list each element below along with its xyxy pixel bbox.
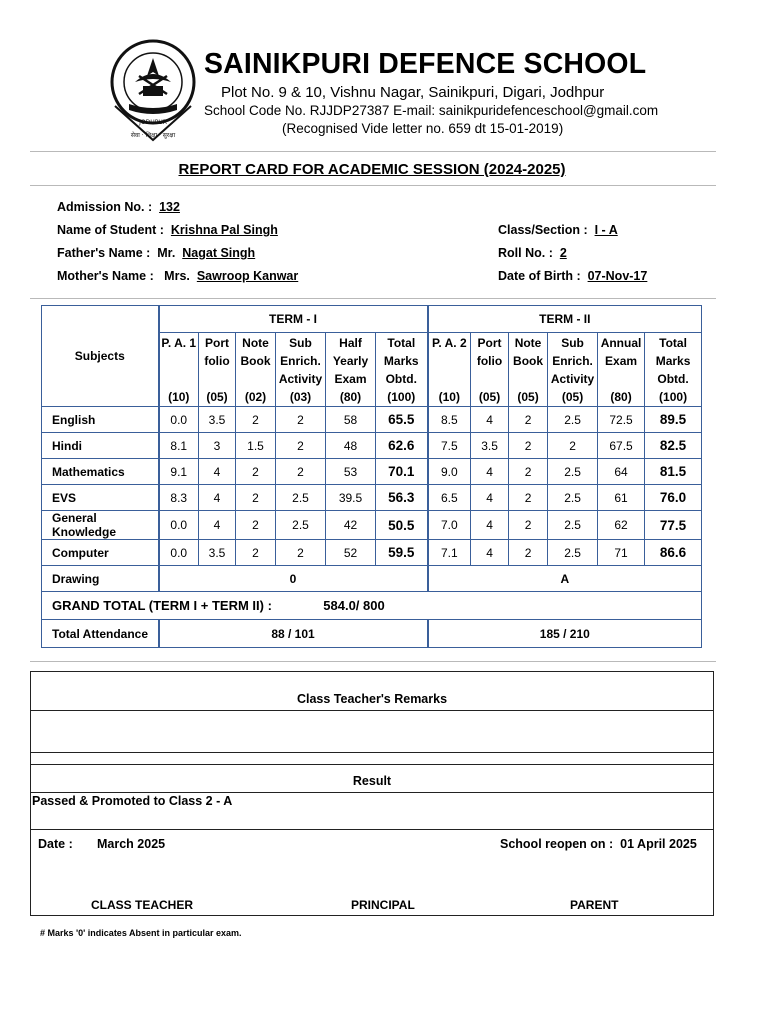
- t1-col-header: [199, 333, 236, 407]
- col-header-line: Total: [387, 336, 416, 350]
- t1-mark: 0.0: [159, 407, 199, 433]
- t1-mark: 2: [276, 433, 326, 459]
- t2-col-header: [428, 333, 471, 407]
- svg-text:JODHPUR: JODHPUR: [139, 119, 167, 126]
- col-header-line: Yearly: [332, 354, 369, 368]
- col-header-line: Obtd.: [657, 372, 689, 386]
- col-header-line: [471, 370, 508, 388]
- t2-mark: 71: [598, 540, 645, 566]
- roll-no: Roll No. : 2: [498, 246, 567, 260]
- t1-mark: 8.1: [159, 433, 199, 459]
- t2-mark: 7.5: [428, 433, 471, 459]
- t2-mark: 2: [548, 433, 598, 459]
- col-header-line: Activity: [278, 372, 323, 386]
- col-header-line: Enrich.: [552, 354, 593, 368]
- remarks-section: [30, 671, 714, 916]
- term1-header: TERM - I: [159, 306, 428, 333]
- col-header-line: Sub: [289, 336, 312, 350]
- t2-mark: 4: [471, 485, 509, 511]
- col-header-line: P. A. 2: [431, 336, 467, 350]
- t2-col-header: [471, 333, 509, 407]
- t1-mark: 48: [326, 433, 376, 459]
- t2-mark: 2: [509, 433, 548, 459]
- attendance-label: Total Attendance: [42, 620, 159, 648]
- t1-col-header: [376, 333, 428, 407]
- attendance-term1: 88 / 101: [159, 620, 428, 648]
- t2-mark: 2.5: [548, 511, 598, 540]
- col-header-line: Book: [513, 354, 544, 368]
- divider: [31, 764, 713, 765]
- col-header-line: Book: [240, 354, 271, 368]
- col-header-line: (05): [517, 390, 539, 404]
- t1-mark: 59.5: [376, 540, 428, 566]
- col-header-line: (100): [387, 390, 416, 404]
- col-header-line: Exam: [334, 372, 367, 386]
- col-header-line: Marks: [383, 354, 419, 368]
- t2-mark: 2.5: [548, 459, 598, 485]
- col-header-line: (80): [610, 390, 632, 404]
- col-header-line: Port: [205, 336, 229, 350]
- col-header-line: [160, 370, 199, 388]
- t2-mark: 77.5: [645, 511, 702, 540]
- t1-col-header: [159, 333, 199, 407]
- divider: [31, 710, 713, 711]
- grand-total-row: [42, 592, 702, 620]
- school-address: Plot No. 9 & 10, Vishnu Nagar, Sainikpuri, Digari, Jodhpur: [221, 84, 605, 101]
- t1-mark: 1.5: [236, 433, 276, 459]
- divider: [30, 185, 716, 186]
- col-header-line: folio: [476, 354, 503, 368]
- col-header-line: Half: [339, 336, 362, 350]
- t2-mark: 81.5: [645, 459, 702, 485]
- result-title: Result: [352, 774, 392, 788]
- t2-mark: 2: [509, 407, 548, 433]
- col-header-line: Marks: [655, 354, 691, 368]
- t1-mark: 53: [326, 459, 376, 485]
- teacher-remarks-title: Class Teacher's Remarks: [296, 692, 448, 706]
- marks-table: [41, 305, 702, 648]
- t1-mark: 62.6: [376, 433, 428, 459]
- col-header-line: Annual: [600, 336, 642, 350]
- subjects-header: Subjects: [42, 306, 159, 407]
- subject-name: Drawing: [42, 566, 159, 592]
- t2-mark: 2.5: [548, 407, 598, 433]
- col-header-line: [429, 352, 471, 370]
- t1-mark: 3: [199, 433, 236, 459]
- t2-mark: 72.5: [598, 407, 645, 433]
- t2-mark: 2: [509, 511, 548, 540]
- t2-col-header: [645, 333, 702, 407]
- col-header-line: Total: [659, 336, 687, 350]
- t2-mark: 82.5: [645, 433, 702, 459]
- school-logo: [107, 36, 199, 142]
- t1-mark: 0.0: [159, 540, 199, 566]
- term-header-row: [42, 306, 702, 333]
- col-header-line: (10): [168, 390, 190, 404]
- t2-mark: 7.0: [428, 511, 471, 540]
- t2-mark: 76.0: [645, 485, 702, 511]
- t1-col-header: [326, 333, 376, 407]
- divider: [31, 752, 713, 753]
- t2-mark: 4: [471, 459, 509, 485]
- col-header-line: (05): [478, 390, 501, 404]
- divider: [30, 661, 716, 662]
- father-name: Father's Name : Mr. Nagat Singh: [57, 246, 256, 260]
- grand-total-value: 584.0/ 800: [323, 598, 385, 613]
- divider: [31, 792, 713, 793]
- date-value: March 2025: [97, 837, 166, 851]
- principal-sign: PRINCIPAL: [351, 898, 415, 912]
- t1-mark: 4: [199, 511, 236, 540]
- col-header-line: (05): [561, 390, 584, 404]
- t1-mark: 2: [236, 540, 276, 566]
- t2-mark: 8.5: [428, 407, 471, 433]
- t1-mark: 2: [276, 459, 326, 485]
- col-header-line: P. A. 1: [161, 336, 197, 350]
- t1-mark: 58: [326, 407, 376, 433]
- subject-name: Hindi: [42, 433, 159, 459]
- col-header-line: Enrich.: [280, 354, 321, 368]
- subject-name: EVS: [42, 485, 159, 511]
- drawing-term1: 0: [159, 566, 428, 592]
- col-header-line: (03): [289, 390, 312, 404]
- t1-mark: 39.5: [326, 485, 376, 511]
- grand-total-label: GRAND TOTAL (TERM I + TERM II) :: [52, 598, 272, 613]
- col-header-line: (02): [244, 390, 267, 404]
- t1-mark: 2: [236, 511, 276, 540]
- subject-name: English: [42, 407, 159, 433]
- school-reopen: School reopen on : 01 April 2025: [500, 837, 697, 851]
- t2-col-header: [598, 333, 645, 407]
- t2-mark: 62: [598, 511, 645, 540]
- svg-text:सेवा · शिक्षा · सुरक्षा: सेवा · शिक्षा · सुरक्षा: [130, 132, 176, 139]
- t1-mark: 56.3: [376, 485, 428, 511]
- t2-mark: 67.5: [598, 433, 645, 459]
- t2-mark: 9.0: [428, 459, 471, 485]
- t2-mark: 4: [471, 540, 509, 566]
- t2-mark: 86.6: [645, 540, 702, 566]
- t1-mark: 2: [276, 407, 326, 433]
- t2-col-header: [548, 333, 598, 407]
- col-header-line: folio: [204, 354, 230, 368]
- t1-mark: 2: [236, 459, 276, 485]
- t1-mark: 2: [276, 540, 326, 566]
- attendance-row: [42, 620, 702, 648]
- school-name: SAINIKPURI DEFENCE SCHOOL: [204, 48, 647, 80]
- t1-mark: 65.5: [376, 407, 428, 433]
- t1-mark: 9.1: [159, 459, 199, 485]
- t2-mark: 6.5: [428, 485, 471, 511]
- date-label: Date :: [38, 837, 73, 851]
- t1-mark: 4: [199, 485, 236, 511]
- t2-mark: 2.5: [548, 485, 598, 511]
- t1-mark: 0.0: [159, 511, 199, 540]
- school-code-email: School Code No. RJJDP27387 E-mail: sainikpuridefenceschool@gmail.com: [204, 103, 659, 118]
- drawing-term2: A: [428, 566, 702, 592]
- term2-header: TERM - II: [428, 306, 702, 333]
- class-teacher-sign: CLASS TEACHER: [91, 898, 194, 912]
- t1-mark: 2: [236, 407, 276, 433]
- col-header-line: [199, 370, 235, 388]
- t2-col-header: [509, 333, 548, 407]
- report-title: REPORT CARD FOR ACADEMIC SESSION (2024-2025): [178, 161, 566, 178]
- subject-row: [42, 485, 702, 511]
- class-section: Class/Section : I - A: [498, 223, 618, 237]
- t1-mark: 70.1: [376, 459, 428, 485]
- col-header-line: Activity: [550, 372, 595, 386]
- col-header-line: (80): [339, 390, 362, 404]
- t2-mark: 4: [471, 407, 509, 433]
- admission-no: Admission No. : 132: [57, 200, 180, 214]
- subject-row: [42, 511, 702, 540]
- mother-name: Mother's Name : Mrs. Sawroop Kanwar: [57, 269, 299, 283]
- subject-row: [42, 433, 702, 459]
- t2-mark: 7.1: [428, 540, 471, 566]
- col-header-line: (10): [438, 390, 460, 404]
- subject-name: General Knowledge: [42, 511, 159, 540]
- t1-mark: 52: [326, 540, 376, 566]
- col-header-line: [236, 370, 275, 388]
- t1-mark: 3.5: [199, 540, 236, 566]
- divider: [30, 298, 716, 299]
- col-header-line: [160, 352, 199, 370]
- col-header-line: [509, 370, 547, 388]
- col-header-line: Note: [514, 336, 542, 350]
- student-name: Name of Student : Krishna Pal Singh: [57, 223, 278, 237]
- divider: [31, 829, 713, 830]
- col-header-line: Note: [242, 336, 269, 350]
- t1-mark: 2.5: [276, 511, 326, 540]
- col-header-line: (05): [206, 390, 228, 404]
- t2-mark: 2.5: [548, 540, 598, 566]
- col-header-line: Exam: [605, 354, 638, 368]
- subject-row: [42, 459, 702, 485]
- drawing-row: [42, 566, 702, 592]
- date-of-birth: Date of Birth : 07-Nov-17: [498, 269, 648, 283]
- t1-mark: 50.5: [376, 511, 428, 540]
- col-header-line: [598, 370, 644, 388]
- t2-mark: 2: [509, 540, 548, 566]
- t2-mark: 2: [509, 485, 548, 511]
- t2-mark: 89.5: [645, 407, 702, 433]
- t2-mark: 3.5: [471, 433, 509, 459]
- t1-col-header: [276, 333, 326, 407]
- school-recognition: (Recognised Vide letter no. 659 dt 15-01-2019): [282, 121, 564, 136]
- subject-name: Computer: [42, 540, 159, 566]
- subject-name: Mathematics: [42, 459, 159, 485]
- col-header-line: [429, 370, 471, 388]
- subject-row: [42, 407, 702, 433]
- t1-col-header: [236, 333, 276, 407]
- t1-mark: 2: [236, 485, 276, 511]
- parent-sign: PARENT: [570, 898, 619, 912]
- result-text: Passed & Promoted to Class 2 - A: [32, 794, 233, 808]
- col-header-line: Port: [477, 336, 502, 350]
- t1-mark: 3.5: [199, 407, 236, 433]
- divider: [30, 151, 716, 152]
- attendance-term2: 185 / 210: [428, 620, 702, 648]
- t1-mark: 2.5: [276, 485, 326, 511]
- t2-mark: 64: [598, 459, 645, 485]
- t2-mark: 61: [598, 485, 645, 511]
- t1-mark: 4: [199, 459, 236, 485]
- t1-mark: 42: [326, 511, 376, 540]
- col-header-line: (100): [659, 390, 688, 404]
- subject-row: [42, 540, 702, 566]
- col-header-line: Obtd.: [385, 372, 417, 386]
- footnote: # Marks '0' indicates Absent in particular exam.: [40, 928, 242, 938]
- t2-mark: 2: [509, 459, 548, 485]
- t1-mark: 8.3: [159, 485, 199, 511]
- t2-mark: 4: [471, 511, 509, 540]
- col-header-line: Sub: [561, 336, 584, 350]
